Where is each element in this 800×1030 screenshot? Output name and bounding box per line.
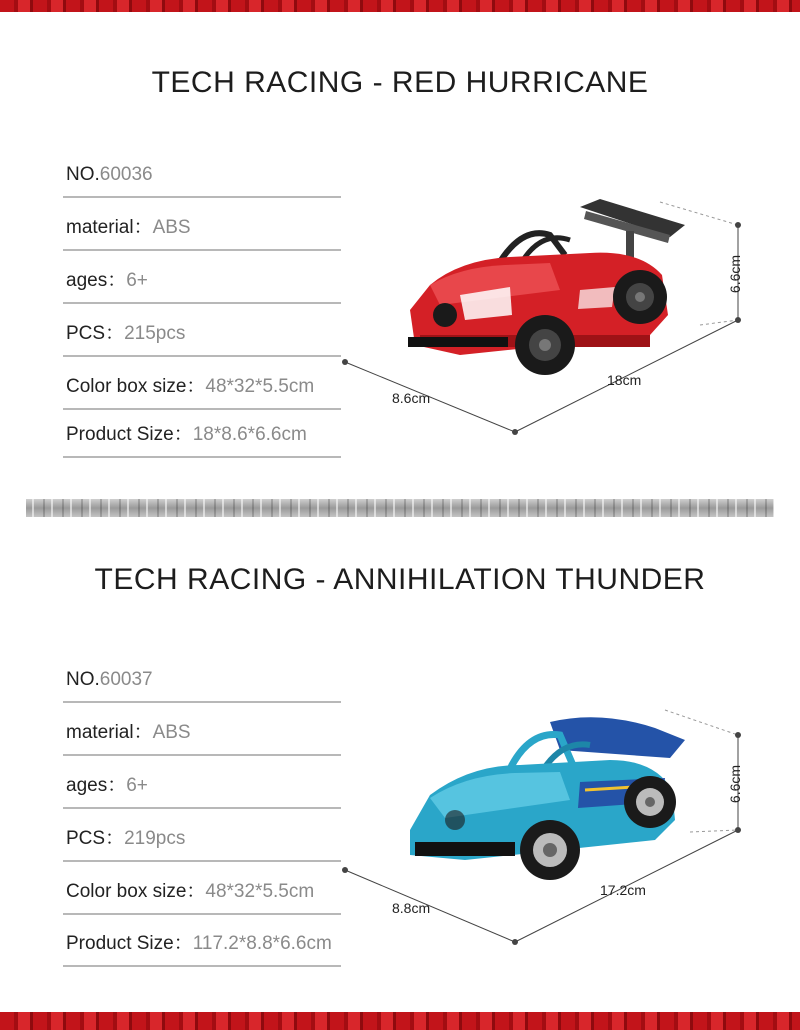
spec-label: ages：	[66, 775, 127, 796]
spec-label: Product Size：	[66, 933, 193, 954]
length-dimension: 17.2cm	[600, 882, 646, 898]
spec-label: Product Size：	[66, 424, 193, 445]
spec-value: 6+	[126, 775, 148, 796]
spec-row-ages	[63, 756, 341, 809]
spec-value: 60037	[99, 669, 153, 690]
red-race-car-image	[400, 195, 690, 385]
spec-value: ABS	[152, 217, 191, 238]
spec-row-box-size	[63, 862, 341, 915]
width-dimension: 8.8cm	[392, 900, 431, 916]
spec-value: 48*32*5.5cm	[205, 881, 315, 902]
spec-value: 60036	[99, 164, 153, 185]
spec-label: material：	[66, 722, 153, 743]
spec-row-pieces	[63, 304, 341, 357]
spec-row-pieces	[63, 809, 341, 862]
spec-row-box-size	[63, 357, 341, 410]
bottom-decor-band	[0, 1012, 800, 1030]
spec-row-ages	[63, 251, 341, 304]
spec-row-number	[63, 650, 341, 703]
spec-row-material	[63, 198, 341, 251]
spec-label: NO.	[66, 669, 100, 690]
spec-row-material	[63, 703, 341, 756]
spec-label: ages：	[66, 270, 127, 291]
product-title: TECH RACING - RED HURRICANE	[151, 66, 649, 99]
height-dimension: 6.6cm	[727, 254, 744, 294]
spec-value: 18*8.6*6.6cm	[192, 424, 307, 445]
section-divider	[26, 499, 774, 517]
spec-row-product-size	[63, 914, 341, 967]
spec-value: 219pcs	[124, 828, 186, 849]
blue-race-car-image	[400, 710, 690, 890]
width-dimension: 8.6cm	[392, 390, 431, 406]
length-dimension: 18cm	[607, 372, 642, 388]
spec-label: NO.	[66, 164, 100, 185]
spec-row-product-size	[63, 405, 341, 458]
spec-row-number	[63, 145, 341, 198]
spec-label: material：	[66, 217, 153, 238]
spec-value: 117.2*8.8*6.6cm	[192, 933, 332, 954]
spec-label: Color box size：	[66, 376, 206, 397]
spec-value: 6+	[126, 270, 148, 291]
height-dimension: 6.6cm	[727, 764, 744, 804]
spec-label: Color box size：	[66, 881, 206, 902]
spec-value: 215pcs	[124, 323, 186, 344]
spec-value: 48*32*5.5cm	[205, 376, 315, 397]
spec-label: PCS：	[66, 828, 125, 849]
spec-label: PCS：	[66, 323, 125, 344]
top-decor-band	[0, 0, 800, 12]
spec-value: ABS	[152, 722, 191, 743]
product-title: TECH RACING - ANNIHILATION THUNDER	[94, 563, 706, 596]
